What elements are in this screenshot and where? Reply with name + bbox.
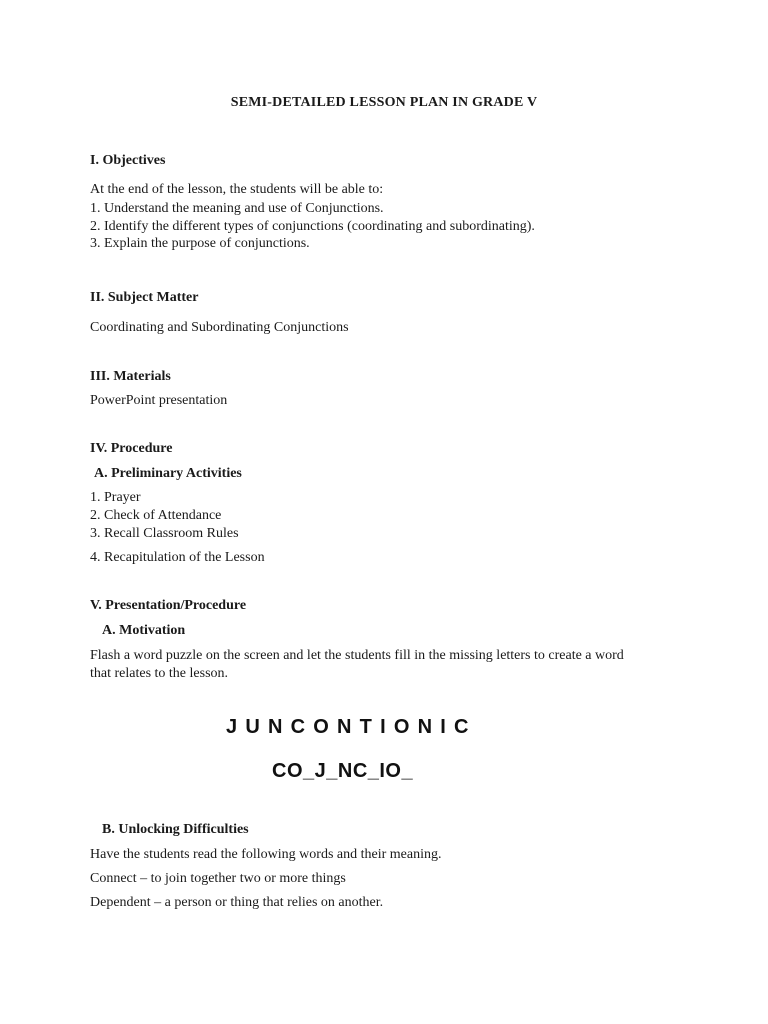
- puzzle-scrambled-word: JUNCONTIONIC: [226, 716, 477, 738]
- vocabulary-item: Connect – to join together two or more things: [90, 871, 346, 886]
- motivation-text-line1: Flash a word puzzle on the screen and let the students fill in the missing letters to create a word: [90, 648, 624, 663]
- objectives-intro: At the end of the lesson, the students will be able to:: [90, 182, 384, 197]
- unlocking-difficulties-heading: B. Unlocking Difficulties: [102, 822, 249, 837]
- preliminary-item: 3. Recall Classroom Rules: [90, 526, 239, 541]
- preliminary-item: 4. Recapitulation of the Lesson: [90, 550, 265, 565]
- objective-item: 3. Explain the purpose of conjunctions.: [90, 236, 310, 251]
- presentation-heading: V. Presentation/Procedure: [90, 598, 247, 613]
- subject-matter-text: Coordinating and Subordinating Conjunctions: [90, 320, 349, 335]
- unlocking-intro: Have the students read the following words and their meaning.: [90, 847, 442, 862]
- objectives-heading: I. Objectives: [90, 153, 166, 168]
- objective-item: 2. Identify the different types of conjunctions (coordinating and subordinating).: [90, 219, 535, 234]
- materials-heading: III. Materials: [90, 369, 171, 384]
- procedure-heading: IV. Procedure: [90, 441, 173, 456]
- subject-matter-heading: II. Subject Matter: [90, 290, 199, 305]
- objective-item: 1. Understand the meaning and use of Conjunctions.: [90, 201, 384, 216]
- puzzle-blank-word: CO_J_NC_IO_: [272, 760, 414, 782]
- vocabulary-item: Dependent – a person or thing that relies on another.: [90, 895, 384, 910]
- motivation-text-line2: that relates to the lesson.: [90, 666, 229, 681]
- page-title: SEMI-DETAILED LESSON PLAN IN GRADE V: [230, 95, 538, 110]
- preliminary-item: 2. Check of Attendance: [90, 508, 222, 523]
- preliminary-item: 1. Prayer: [90, 490, 141, 505]
- materials-text: PowerPoint presentation: [90, 393, 228, 408]
- preliminary-activities-heading: A. Preliminary Activities: [94, 466, 242, 481]
- motivation-heading: A. Motivation: [102, 623, 186, 638]
